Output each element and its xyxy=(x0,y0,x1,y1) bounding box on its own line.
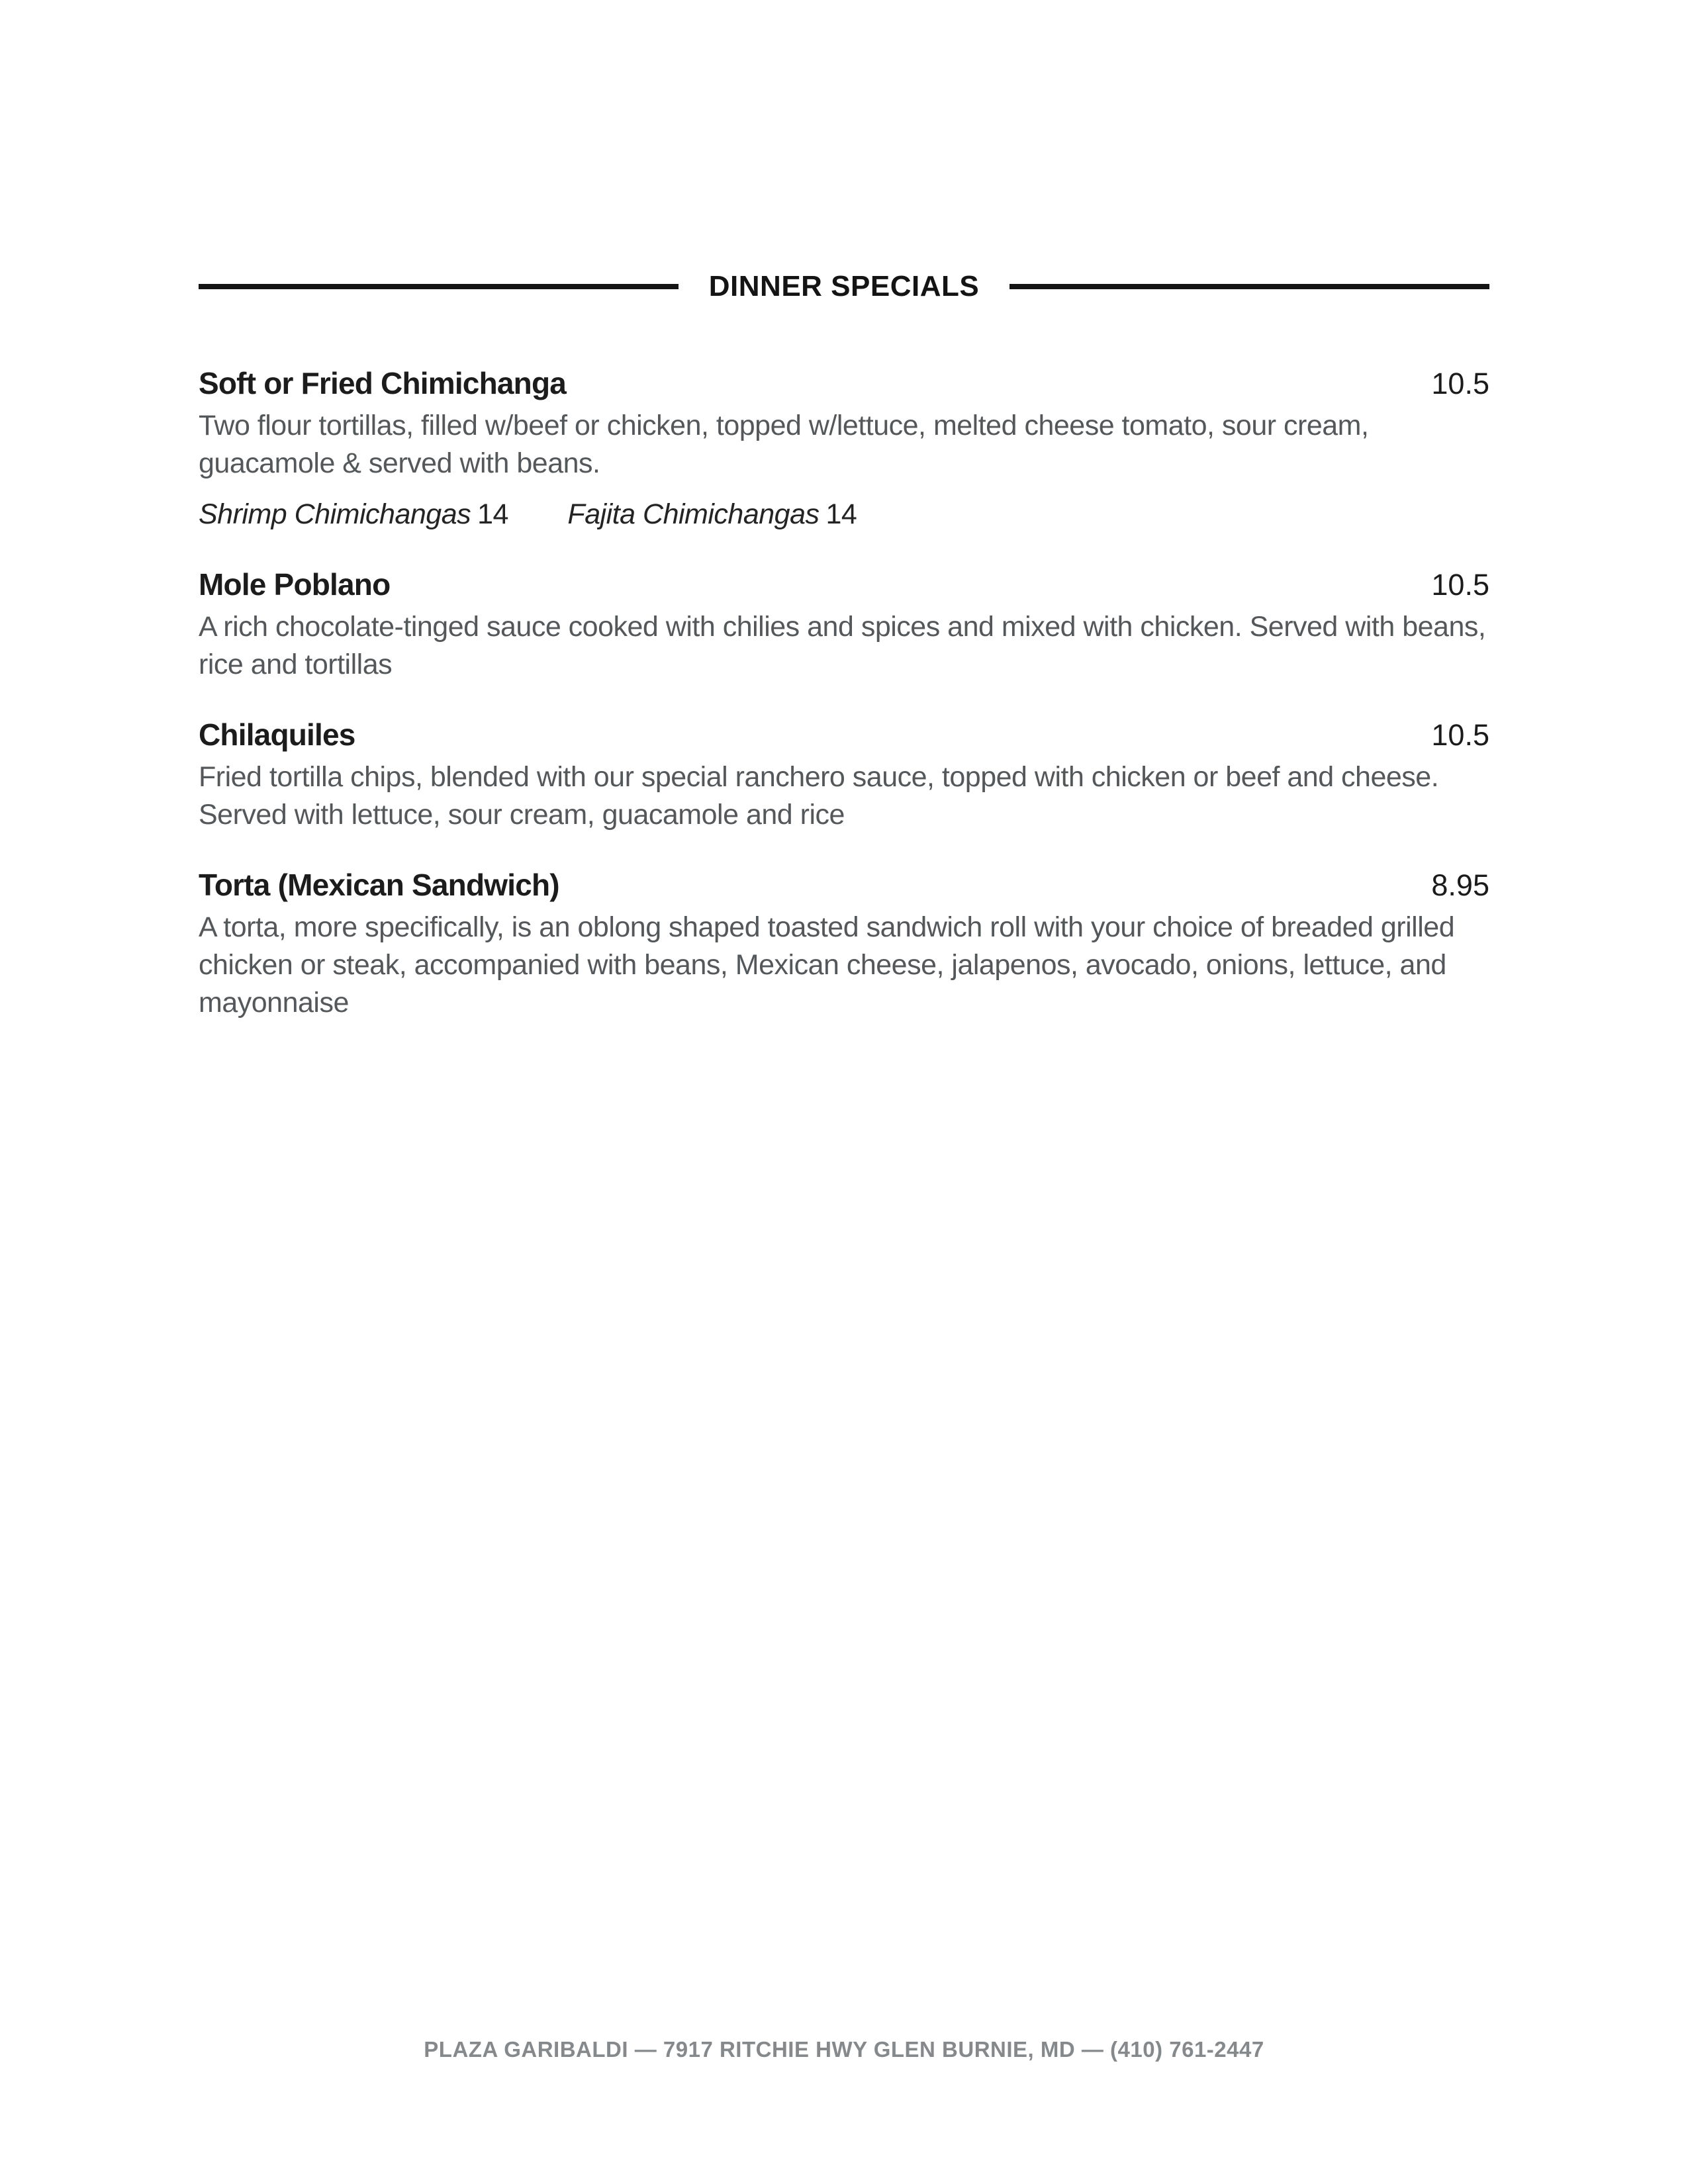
section-title: DINNER SPECIALS xyxy=(708,270,980,302)
item-description: Two flour tortillas, filled w/beef or chicken, topped w/lettuce, melted cheese tomato, sour cream, guacamole & served with beans. xyxy=(199,410,1369,479)
menu-content xyxy=(199,270,1489,1054)
header-rule-left xyxy=(199,284,679,289)
item-description: A rich chocolate-tinged sauce cooked with chilies and spices and mixed with chicken. Served with beans, rice and tortillas xyxy=(199,611,1486,680)
item-price: 10.5 xyxy=(1431,568,1489,602)
item-name: Torta (Mexican Sandwich) xyxy=(199,868,559,902)
item-name: Soft or Fried Chimichanga xyxy=(199,366,567,400)
footer-text: PLAZA GARIBALDI — 7917 RITCHIE HWY GLEN BURNIE, MD — (410) 761-2447 xyxy=(424,2037,1264,2062)
variant-name: Fajita Chimichangas xyxy=(567,498,820,530)
item-price: 10.5 xyxy=(1431,367,1489,400)
item-head xyxy=(199,565,1489,604)
menu-item-mole-poblano xyxy=(199,565,1489,684)
item-price: 10.5 xyxy=(1431,718,1489,752)
menu-item-torta xyxy=(199,866,1489,1022)
item-description: Fried tortilla chips, blended with our special ranchero sauce, topped with chicken or beef and cheese. Served with lettuce, sour cream, guacamole and rice xyxy=(199,761,1439,831)
variant-name: Shrimp Chimichangas xyxy=(199,498,471,530)
menu-item-chilaquiles xyxy=(199,715,1489,834)
menu-item-soft-or-fried-chimichanga xyxy=(199,364,1489,533)
variant-price: 14 xyxy=(477,498,508,530)
item-head xyxy=(199,866,1489,905)
item-variants xyxy=(199,496,1489,533)
item-head xyxy=(199,715,1489,754)
item-name: Chilaquiles xyxy=(199,717,355,752)
item-description: A torta, more specifically, is an oblong shaped toasted sandwich roll with your choice of breaded grilled chicken or steak, accompanied with beans, Mexican cheese, jalapenos, avocado, onions, lettuce, and mayonnaise xyxy=(199,911,1455,1019)
header-rule-right xyxy=(1009,284,1489,289)
variant-shrimp-chimichangas xyxy=(199,498,508,530)
item-head xyxy=(199,364,1489,403)
menu-section-header xyxy=(199,270,1489,303)
item-price: 8.95 xyxy=(1431,868,1489,902)
variant-fajita-chimichangas xyxy=(567,498,857,530)
variant-price: 14 xyxy=(825,498,857,530)
item-name: Mole Poblano xyxy=(199,567,391,602)
